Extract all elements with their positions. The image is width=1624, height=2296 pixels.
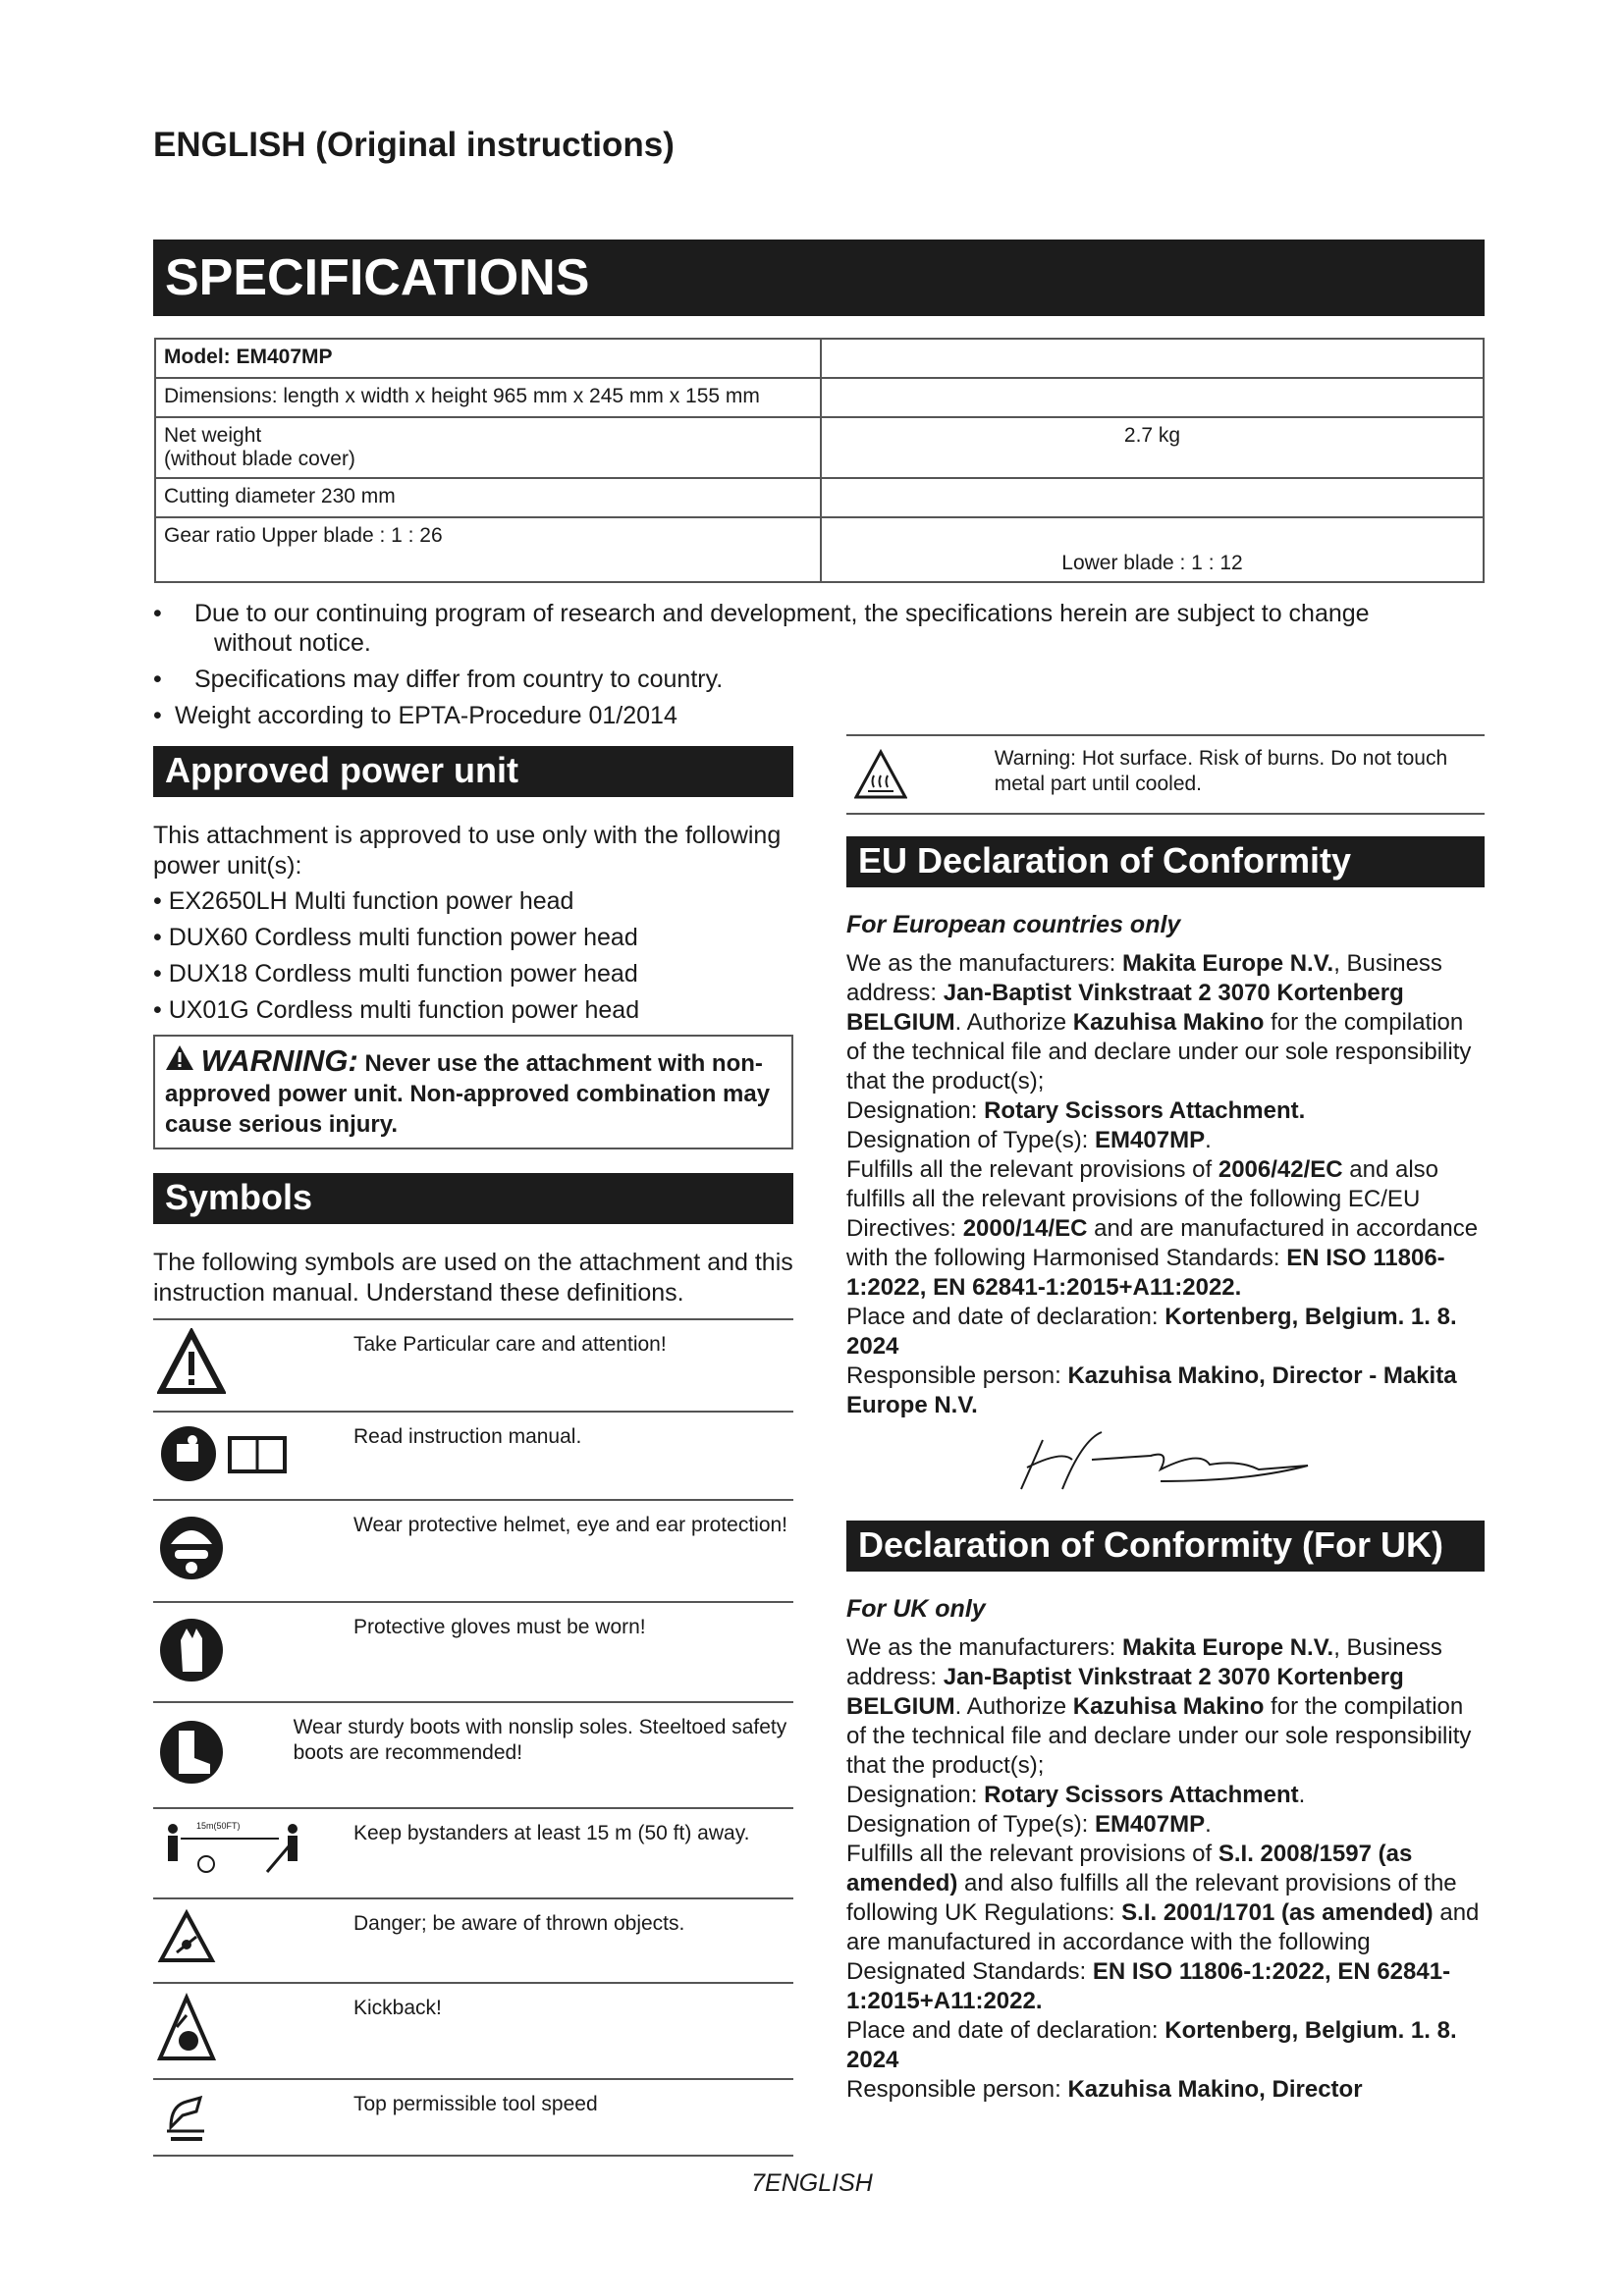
list-item bbox=[153, 701, 1489, 730]
symbol-description: Protective gloves must be worn! bbox=[353, 1616, 646, 1638]
table-row bbox=[155, 417, 1484, 478]
symbol-description: Keep bystanders at least 15 m (50 ft) away. bbox=[353, 1822, 750, 1844]
model-value-cell bbox=[821, 339, 1484, 378]
helmet-eye-ear-protection-icon bbox=[153, 1501, 353, 1601]
gloves-icon bbox=[153, 1603, 353, 1701]
table-row bbox=[155, 339, 1484, 378]
table-row bbox=[153, 1984, 793, 2080]
table-row bbox=[153, 1320, 793, 1413]
eu-subheading: For European countries only bbox=[846, 911, 1181, 938]
cutting-diameter-value-cell bbox=[821, 478, 1484, 517]
note-text-cont: without notice. bbox=[214, 629, 371, 657]
page-footer: 7ENGLISH bbox=[751, 2169, 873, 2197]
table-row bbox=[155, 517, 1484, 582]
note-text: Weight according to EPTA-Procedure 01/2014 bbox=[175, 702, 677, 729]
table-row bbox=[153, 1603, 793, 1703]
symbols-table bbox=[153, 1318, 793, 2157]
uk-declaration-heading: Declaration of Conformity (For UK) bbox=[846, 1521, 1485, 1572]
symbols-intro: The following symbols are used on the attachment and this instruction manual. Understand these definitions. bbox=[153, 1249, 793, 1307]
thrown-objects-icon bbox=[153, 1899, 353, 1982]
symbol-description: Top permissible tool speed bbox=[353, 2093, 598, 2115]
warning-triangle-icon bbox=[153, 1320, 353, 1411]
warning-text: Never use the attachment with non-approved power unit. Non-approved combination may cause serious injury. bbox=[165, 1050, 771, 1138]
bullet: • bbox=[153, 666, 162, 693]
list-item: • DUX18 Cordless multi function power head bbox=[153, 960, 638, 988]
right-column bbox=[846, 734, 1485, 2105]
spec-notes bbox=[153, 599, 1489, 737]
symbol-description: Wear sturdy boots with nonslip soles. Steeltoed safety boots are recommended! bbox=[293, 1716, 787, 1764]
approved-list bbox=[153, 883, 793, 1029]
list-item: • UX01G Cordless multi function power head bbox=[153, 996, 640, 1024]
net-weight-value: 2.7 kg bbox=[821, 417, 1484, 478]
signature bbox=[846, 1420, 1485, 1515]
table-row bbox=[153, 1899, 793, 1984]
table-row bbox=[153, 1413, 793, 1501]
warning-label: WARNING: bbox=[200, 1043, 358, 1078]
boots-icon bbox=[153, 1703, 294, 1807]
approved-heading: Approved power unit bbox=[153, 746, 793, 797]
warning-icon bbox=[165, 1050, 201, 1077]
table-row bbox=[155, 378, 1484, 417]
approved-intro: This attachment is approved to use only with the following power unit(s): bbox=[153, 822, 782, 880]
hot-surface-icon bbox=[846, 736, 995, 813]
table-row bbox=[153, 1809, 793, 1899]
table-row bbox=[153, 1703, 793, 1809]
gear-ratio-lower-cell: Lower blade : 1 : 12 bbox=[821, 517, 1484, 582]
bystanders-distance-label: 15m(50FT) bbox=[196, 1821, 241, 1831]
list-item: • DUX60 Cordless multi function power head bbox=[153, 924, 638, 951]
symbol-description: Take Particular care and attention! bbox=[353, 1333, 667, 1356]
hot-surface-row bbox=[846, 734, 1485, 815]
model-cell: Model: EM407MP bbox=[155, 339, 821, 378]
gear-ratio-cell: Gear ratio Upper blade : 1 : 26 bbox=[155, 517, 821, 582]
bullet: • bbox=[153, 702, 162, 729]
uk-subheading: For UK only bbox=[846, 1595, 986, 1623]
read-manual-icon bbox=[153, 1413, 353, 1499]
kickback-icon bbox=[153, 1984, 353, 2078]
net-weight-note: (without blade cover) bbox=[164, 448, 355, 470]
left-column bbox=[153, 746, 793, 2157]
net-weight-cell bbox=[155, 417, 821, 478]
eu-declaration-heading: EU Declaration of Conformity bbox=[846, 836, 1485, 887]
bullet: • bbox=[153, 600, 162, 627]
list-item bbox=[153, 665, 1489, 694]
list-item bbox=[153, 599, 1489, 658]
dimensions-value-cell bbox=[821, 378, 1484, 417]
specifications-table bbox=[154, 338, 1485, 583]
net-weight-label: Net weight bbox=[164, 424, 262, 447]
hot-surface-text: Warning: Hot surface. Risk of burns. Do not touch metal part until cooled. bbox=[994, 747, 1448, 795]
table-row bbox=[153, 1501, 793, 1603]
table-row bbox=[153, 2080, 793, 2157]
symbol-description: Danger; be aware of thrown objects. bbox=[353, 1912, 685, 1935]
note-text: Due to our continuing program of research and development, the specifications herein are subject to change bbox=[194, 600, 1370, 627]
symbol-description: Wear protective helmet, eye and ear protection! bbox=[353, 1514, 788, 1536]
note-text: Specifications may differ from country to country. bbox=[194, 666, 724, 693]
specifications-heading: SPECIFICATIONS bbox=[153, 240, 1485, 316]
symbol-description: Kickback! bbox=[353, 1997, 442, 2019]
symbols-heading: Symbols bbox=[153, 1173, 793, 1224]
uk-declaration-text: We as the manufacturers: Makita Europe N.V., Business address: Jan-Baptist Vinkstraat 2 3070 Kortenberg BELGIUM. Authorize Kazuhisa Makino for the compilation of the technical file and declare under our sole responsibility that the product(s); Designation: Rotary Scissors Attachment. Designation of Type(s): EM407MP. Fulfills all the relevant provisions of S.I. 2008/1597 (as amended) and also fulfills all the relevant provisions of the following UK Regulations: S.I. 2001/1701 (as amended) and are manufactured in accordance with the following Designated Standards: EN ISO 11806-1:2022, EN 62841-1:2015+A11:2022. Place and date of declaration: Kortenberg, Belgium. 1. 8. 2024 Responsible person: Kazuhisa Makino, Director bbox=[846, 1634, 1480, 2103]
table-row bbox=[155, 478, 1484, 517]
eu-declaration-text: We as the manufacturers: Makita Europe N.V., Business address: Jan-Baptist Vinkstraat 2 3070 Kortenberg BELGIUM. Authorize Kazuhisa Makino for the compilation of the technical file and declare under our sole responsibility that the product(s); Designation: Rotary Scissors Attachment. Designation of Type(s): EM407MP. Fulfills all the relevant provisions of 2006/42/EC and also fulfills all the relevant provisions of the following EC/EU Directives: 2000/14/EC and are manufactured in accordance with the following Harmonised Standards: EN ISO 11806-1:2022, EN 62841-1:2015+A11:2022. Place and date of declaration: Kortenberg, Belgium. 1. 8. 2024 Responsible person: Kazuhisa Makino, Director - Makita Europe N.V. bbox=[846, 950, 1479, 1418]
tool-speed-icon bbox=[153, 2080, 353, 2155]
symbol-description: Read instruction manual. bbox=[353, 1425, 582, 1448]
warning-box bbox=[153, 1035, 793, 1149]
list-item: • EX2650LH Multi function power head bbox=[153, 887, 574, 915]
dimensions-cell: Dimensions: length x width x height 965 mm x 245 mm x 155 mm bbox=[155, 378, 821, 417]
page-title: ENGLISH (Original instructions) bbox=[153, 126, 675, 164]
cutting-diameter-cell: Cutting diameter 230 mm bbox=[155, 478, 821, 517]
bystanders-distance-icon bbox=[153, 1809, 353, 1897]
